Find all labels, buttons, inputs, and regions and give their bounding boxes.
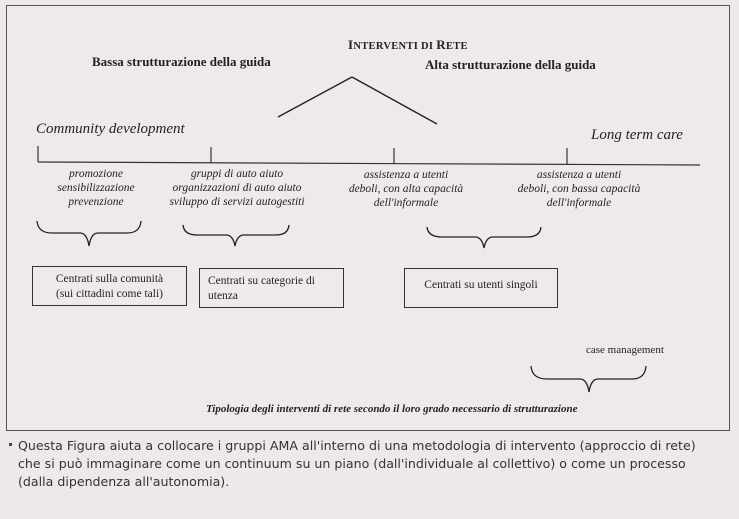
group-self-help: gruppi di auto aiuto organizzazioni di auto aiuto sviluppo di servizi autogestiti xyxy=(169,168,305,208)
continuum-right-label: Long term care xyxy=(591,127,683,143)
brace-1 xyxy=(37,221,141,246)
continuum-left-label: Community development xyxy=(36,121,185,137)
header-high-structuring: Alta strutturazione della guida xyxy=(425,57,596,72)
header-low-structuring: Bassa strutturazione della guida xyxy=(92,54,271,69)
brace-4 xyxy=(531,366,646,392)
brace-2 xyxy=(183,225,289,246)
box-individual-centered: Centrati su utenti singoli xyxy=(404,268,558,308)
explanatory-paragraph: Questa Figura aiuta a collocare i gruppi AMA all'interno di una metodologia di intervento (approccio di rete) che si può immaginare come un continuum su un piano (dall'individuale al collettivo) o come un processo (dalla dipendenza all'autonomia). xyxy=(18,438,696,489)
bullet-icon xyxy=(9,443,12,446)
box-category-centered: Centrati su categorie di utenza xyxy=(199,268,344,308)
group-community: promozione sensibilizzazione prevenzione xyxy=(57,168,135,208)
group-high-informal: assistenza a utenti deboli, con alta capacità dell'informale xyxy=(348,169,464,209)
box-community-centered: Centrati sulla comunità (sui cittadini come tali) xyxy=(32,266,187,306)
brace-3 xyxy=(427,227,541,248)
case-management-label: case management xyxy=(586,344,664,356)
figure-caption: Tipologia degli interventi di rete secondo il loro grado necessario di strutturazione xyxy=(206,403,578,415)
roof-left-line xyxy=(278,77,352,117)
roof-right-line xyxy=(352,77,437,124)
diagram-title: INTERVENTI DI RETE xyxy=(348,37,468,52)
group-low-informal: assistenza a utenti deboli, con bassa capacità dell'informale xyxy=(517,169,641,209)
continuum-axis xyxy=(38,162,700,165)
